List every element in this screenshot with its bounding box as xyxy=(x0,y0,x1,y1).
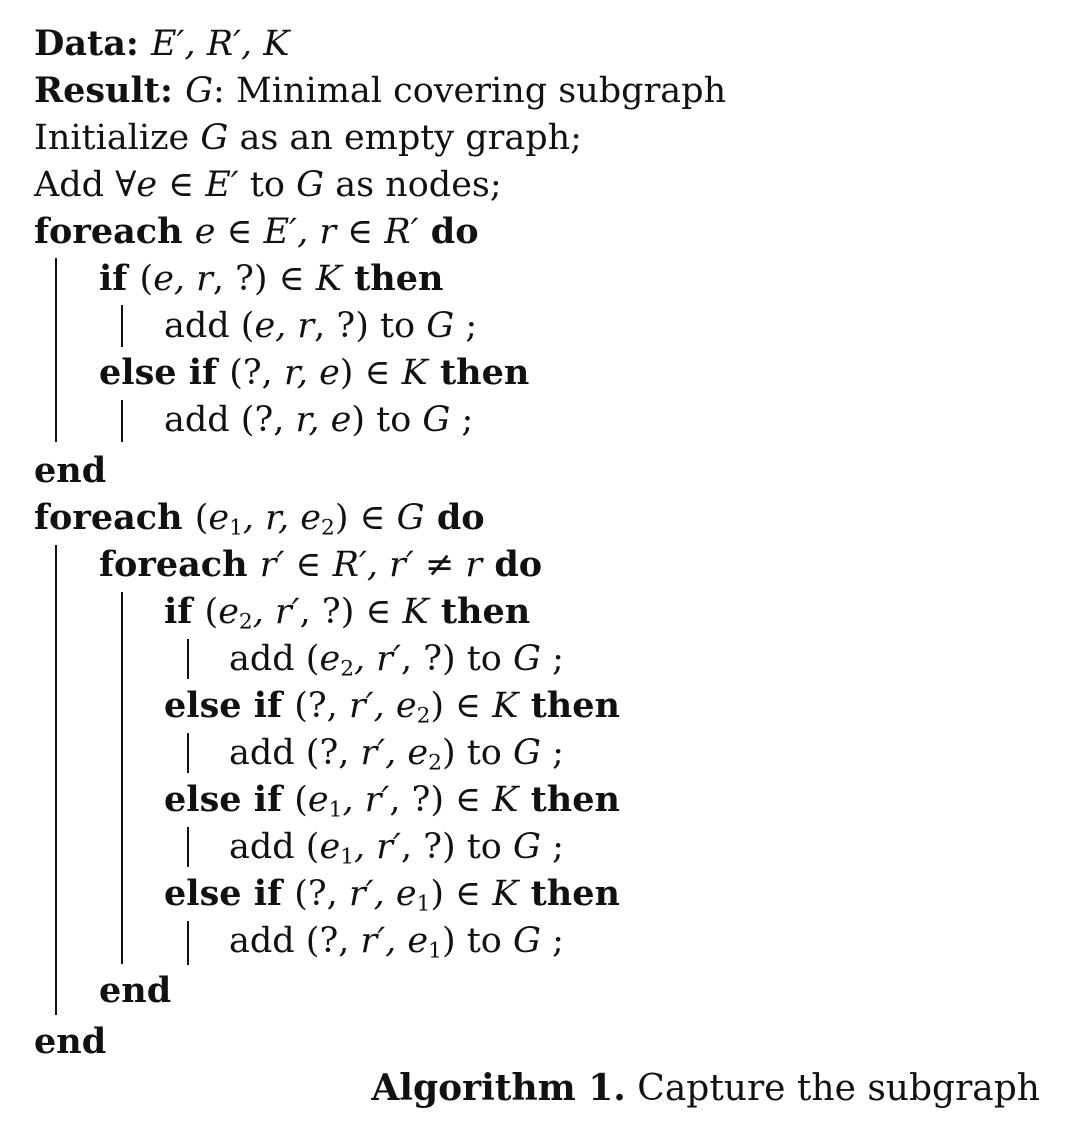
text: (?, xyxy=(294,874,349,914)
algorithm-line xyxy=(34,163,502,207)
math-symbol: , r′ xyxy=(342,780,390,820)
text: (?, xyxy=(229,353,284,393)
math-symbol: G xyxy=(200,118,229,158)
keyword: foreach xyxy=(34,497,195,538)
algorithm-line xyxy=(34,1020,106,1064)
keyword: then xyxy=(427,352,530,393)
keyword: then xyxy=(428,591,531,632)
text: ) to xyxy=(441,733,513,773)
text: , ?) ∈ xyxy=(299,592,403,632)
text: as nodes; xyxy=(324,165,502,205)
math-symbol: G xyxy=(513,733,541,773)
text: to xyxy=(238,165,297,205)
subscript: 2 xyxy=(238,609,253,635)
math-symbol: , r′ xyxy=(354,827,401,867)
keyword: do xyxy=(482,544,543,585)
text: : Minimal covering subgraph xyxy=(213,71,727,111)
text: ; xyxy=(540,827,564,867)
algorithm-line xyxy=(164,872,620,916)
math-symbol: K xyxy=(492,874,519,914)
text: ( xyxy=(139,259,154,299)
algorithm-line xyxy=(34,22,289,66)
math-symbol: G xyxy=(296,165,325,205)
keyword: do xyxy=(424,497,485,538)
keyword: do xyxy=(418,211,479,252)
text: ≠ xyxy=(413,545,466,585)
text: ; xyxy=(454,306,478,346)
math-symbol: r′, e xyxy=(360,921,429,961)
block-indent-bar xyxy=(187,639,189,679)
keyword: Result: xyxy=(34,70,186,111)
keyword: then xyxy=(518,873,620,914)
algorithm-line xyxy=(34,116,582,160)
math-symbol: E′, R′, K xyxy=(150,24,290,64)
math-symbol: R′ xyxy=(384,212,419,252)
text: ; xyxy=(540,733,564,773)
text: ; xyxy=(540,921,564,961)
text: , ?) to xyxy=(400,827,513,867)
text: add ( xyxy=(229,639,320,679)
text: ∈ xyxy=(157,165,206,205)
math-symbol: e xyxy=(319,639,341,679)
math-symbol: G xyxy=(513,639,541,679)
math-symbol: K xyxy=(492,780,519,820)
math-symbol: K xyxy=(315,259,342,299)
subscript: 1 xyxy=(428,938,442,964)
keyword: then xyxy=(518,779,620,820)
algorithm-line xyxy=(229,825,564,869)
subscript: 1 xyxy=(340,844,354,870)
math-symbol: e, r xyxy=(153,259,213,299)
math-symbol: r′, e xyxy=(348,686,417,726)
math-symbol: r′, e xyxy=(360,733,429,773)
text: ; xyxy=(450,400,474,440)
keyword: foreach xyxy=(99,544,260,585)
text: ) to xyxy=(351,400,423,440)
text: (?, xyxy=(294,686,349,726)
keyword: end xyxy=(34,1021,107,1062)
algorithm-line xyxy=(164,778,620,822)
keyword: else if xyxy=(164,873,295,914)
math-symbol: e xyxy=(194,212,216,252)
math-symbol: G xyxy=(396,498,425,538)
keyword: else if xyxy=(164,685,295,726)
subscript: 2 xyxy=(340,656,354,682)
algorithm-line xyxy=(34,69,726,113)
math-symbol: e xyxy=(218,592,239,632)
block-indent-bar xyxy=(121,592,123,964)
math-symbol: r xyxy=(465,545,483,585)
algorithm-line xyxy=(99,969,171,1013)
subscript: 1 xyxy=(416,891,431,917)
math-symbol: E′ xyxy=(205,165,239,205)
text: ) ∈ xyxy=(430,874,493,914)
algorithm-line xyxy=(164,304,477,348)
text: ; xyxy=(540,639,564,679)
keyword: else if xyxy=(99,352,230,393)
text: , ?) ∈ xyxy=(389,780,493,820)
block-indent-bar xyxy=(187,827,189,867)
math-symbol: G xyxy=(513,827,541,867)
algorithm-line xyxy=(164,398,473,442)
math-symbol: G xyxy=(426,306,455,346)
subscript: 1 xyxy=(229,515,243,541)
text: Initialize xyxy=(34,118,201,158)
text: ( xyxy=(194,498,209,538)
keyword: then xyxy=(341,258,444,299)
math-symbol: r′, e xyxy=(348,874,417,914)
text: add (?, xyxy=(164,400,296,440)
math-symbol: e xyxy=(307,780,329,820)
block-indent-bar xyxy=(55,545,57,1015)
algorithm-line xyxy=(99,543,542,587)
subscript: 2 xyxy=(321,515,335,541)
text: Add ∀ xyxy=(34,165,137,205)
keyword: if xyxy=(99,258,140,299)
math-symbol: e, r xyxy=(254,306,315,346)
math-symbol: G xyxy=(185,71,214,111)
math-symbol: r, e xyxy=(295,400,352,440)
keyword: else if xyxy=(164,779,295,820)
subscript: 1 xyxy=(328,797,343,823)
math-symbol: , r, e xyxy=(242,498,322,538)
math-symbol: r, e xyxy=(283,353,340,393)
text: ) ∈ xyxy=(339,353,402,393)
text: ∈ xyxy=(284,545,333,585)
keyword: if xyxy=(164,591,205,632)
text: , ?) ∈ xyxy=(212,259,316,299)
caption-text: Capture the subgraph xyxy=(625,1068,1040,1109)
math-symbol: G xyxy=(513,921,541,961)
text: as an empty graph; xyxy=(228,118,582,158)
keyword: end xyxy=(99,970,172,1011)
math-symbol: r′ xyxy=(259,545,285,585)
algorithm-line xyxy=(229,637,564,681)
block-indent-bar xyxy=(121,305,123,347)
text: add ( xyxy=(229,827,320,867)
text: ∈ xyxy=(215,212,264,252)
text: ( xyxy=(294,780,308,820)
algorithm-line xyxy=(34,210,479,254)
text: add (?, xyxy=(229,733,361,773)
algorithm-line xyxy=(164,684,620,728)
math-symbol: , r′ xyxy=(354,639,401,679)
algorithm-line xyxy=(99,257,443,301)
math-symbol: E′, r xyxy=(263,212,337,252)
caption-label: Algorithm 1. xyxy=(371,1067,626,1109)
block-indent-bar xyxy=(187,921,189,965)
algorithm-line xyxy=(99,351,529,395)
text: ) to xyxy=(441,921,513,961)
algorithm-line xyxy=(229,731,564,775)
block-indent-bar xyxy=(121,400,123,442)
keyword: end xyxy=(34,450,107,491)
algorithm-line xyxy=(34,496,485,540)
block-indent-bar xyxy=(187,733,189,773)
subscript: 2 xyxy=(416,703,431,729)
math-symbol: , r′ xyxy=(252,592,300,632)
keyword: foreach xyxy=(34,211,195,252)
math-symbol: K xyxy=(402,592,429,632)
text: add (?, xyxy=(229,921,361,961)
algorithm-line xyxy=(34,449,106,493)
algorithm-line xyxy=(164,590,530,634)
block-indent-bar xyxy=(55,258,57,442)
text: ∈ xyxy=(336,212,385,252)
text: ) ∈ xyxy=(334,498,397,538)
math-symbol: K xyxy=(492,686,519,726)
math-symbol: G xyxy=(422,400,451,440)
algorithm-caption xyxy=(371,1066,1040,1111)
subscript: 2 xyxy=(428,750,442,776)
text: add ( xyxy=(164,306,255,346)
text: ) ∈ xyxy=(430,686,493,726)
math-symbol: R′, r′ xyxy=(332,545,414,585)
math-symbol: e xyxy=(136,165,158,205)
text: ( xyxy=(204,592,219,632)
math-symbol: K xyxy=(401,353,428,393)
keyword: then xyxy=(518,685,620,726)
math-symbol: e xyxy=(319,827,341,867)
text: , ?) to xyxy=(314,306,427,346)
keyword: Data: xyxy=(34,23,151,64)
math-symbol: e xyxy=(208,498,230,538)
text: , ?) to xyxy=(400,639,513,679)
algorithm-line xyxy=(229,919,564,963)
